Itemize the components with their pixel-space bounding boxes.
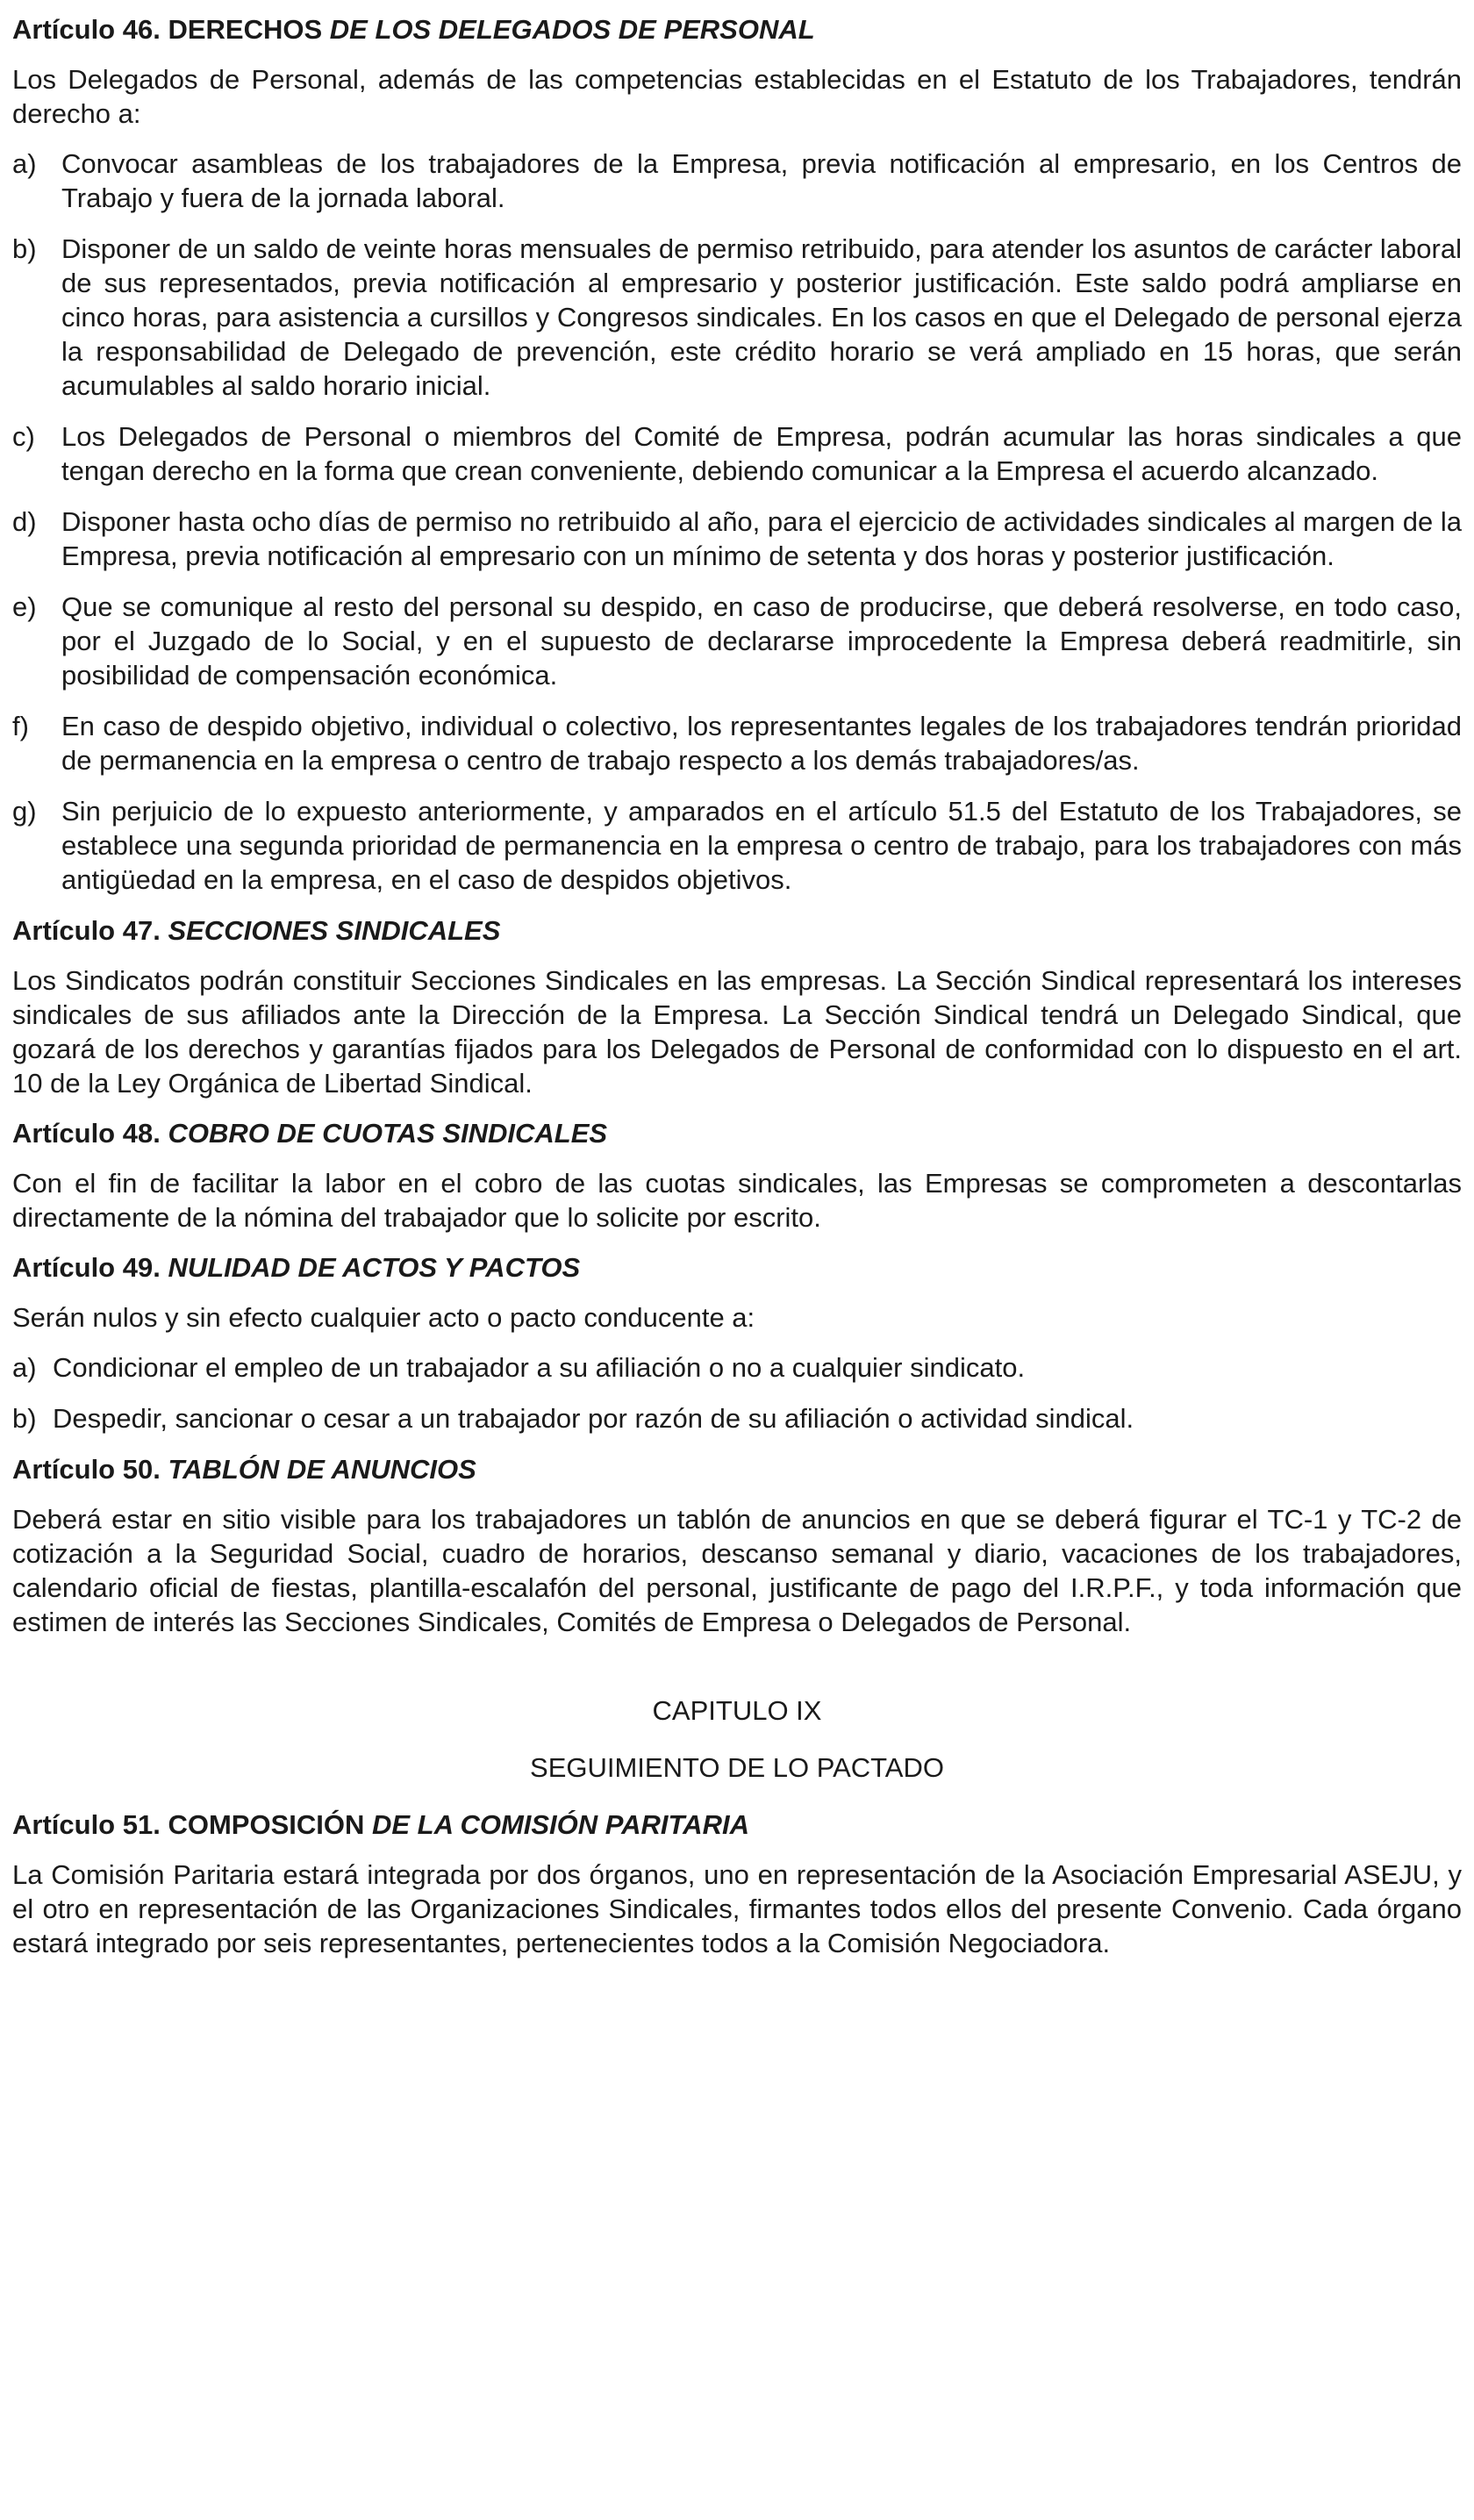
article-46-item-a: [12, 147, 1462, 215]
article-46-number: Artículo 46.: [12, 14, 161, 45]
chapter-title: SEGUIMIENTO DE LO PACTADO: [530, 1752, 944, 1783]
article-46-item-d: [12, 505, 1462, 573]
article-47-body: Los Sindicatos podrán constituir Secciones Sindicales en las empresas. La Sección Sindical representará los intereses sindicales de sus afiliados ante la Dirección de la Empresa. La Sección Sindical tendrá un Delegado Sindical, que gozará de los derechos y garantías fijados para los Delegados de Personal de conformidad con lo dispuesto en el art. 10 de la Ley Orgánica de Libertad Sindical.: [12, 965, 1462, 1099]
item-label: a): [12, 1352, 37, 1383]
article-48-title-italic: COBRO DE CUOTAS SINDICALES: [168, 1118, 608, 1149]
article-50-heading: [12, 1452, 1462, 1486]
chapter-number: CAPITULO IX: [652, 1695, 822, 1726]
item-label: b): [12, 233, 37, 264]
item-text: Despedir, sancionar o cesar a un trabajador por razón de su afiliación o actividad sindical.: [53, 1403, 1134, 1434]
article-46-heading: [12, 12, 1462, 47]
article-50-number: Artículo 50.: [12, 1454, 161, 1485]
article-46-item-f: [12, 709, 1462, 777]
article-48-heading: [12, 1116, 1462, 1150]
article-51-title-italic: DE LA COMISIÓN PARITARIA: [371, 1809, 749, 1840]
article-49-item-a: [12, 1350, 1462, 1385]
chapter-heading: [12, 1693, 1462, 1785]
item-text: Condicionar el empleo de un trabajador a su afiliación o no a cualquier sindicato.: [53, 1352, 1026, 1383]
article-47-number: Artículo 47.: [12, 915, 161, 946]
article-46-item-g: [12, 794, 1462, 897]
article-51-title-plain: COMPOSICIÓN: [168, 1809, 365, 1840]
article-46-item-c: [12, 419, 1462, 488]
article-49-heading: [12, 1250, 1462, 1285]
article-47-title-italic: SECCIONES SINDICALES: [168, 915, 501, 946]
article-48-body: Con el fin de facilitar la labor en el cobro de las cuotas sindicales, las Empresas se comprometen a descontarlas directamente de la nómina del trabajador que lo solicite por escrito.: [12, 1168, 1462, 1233]
article-51-heading: [12, 1808, 1462, 1842]
article-46-item-b: [12, 232, 1462, 403]
article-49-number: Artículo 49.: [12, 1252, 161, 1283]
item-label: g): [12, 796, 37, 827]
article-51-number: Artículo 51.: [12, 1809, 161, 1840]
item-text: Convocar asambleas de los trabajadores de la Empresa, previa notificación al empresario, en los Centros de Trabajo y fuera de la jornada laboral.: [61, 148, 1462, 213]
item-label: b): [12, 1403, 37, 1434]
item-label: a): [12, 148, 37, 179]
article-46-intro: Los Delegados de Personal, además de las competencias establecidas en el Estatuto de los Trabajadores, tendrán derecho a:: [12, 64, 1462, 129]
article-51-body: La Comisión Paritaria estará integrada por dos órganos, uno en representación de la Asociación Empresarial ASEJU, y el otro en representación de las Organizaciones Sindicales, firmantes todos ellos del presente Convenio. Cada órgano estará integrado por seis representantes, pertenecientes todos a la Comisión Negociadora.: [12, 1859, 1462, 1958]
item-text: Disponer de un saldo de veinte horas mensuales de permiso retribuido, para atender los asuntos de carácter laboral de sus representados, previa notificación al empresario y posterior justificación. Este saldo podrá ampliarse en cinco horas, para asistencia a cursillos y Congresos sindicales. En los casos en que el Delegado de personal ejerza la responsabilidad de Delegado de prevención, este crédito horario se verá ampliado en 15 horas, que serán acumulables al saldo horario inicial.: [61, 233, 1462, 401]
item-text: Sin perjuicio de lo expuesto anteriormente, y amparados en el artículo 51.5 del Estatuto de los Trabajadores, se establece una segunda prioridad de permanencia en la empresa o centro de trabajo, para los trabajadores con más antigüedad en la empresa, en el caso de despidos objetivos.: [61, 796, 1462, 895]
item-label: d): [12, 506, 37, 537]
article-46-title-italic: DE LOS DELEGADOS DE PERSONAL: [329, 14, 815, 45]
article-46-title-plain: DERECHOS: [168, 14, 323, 45]
item-label: f): [12, 711, 29, 741]
item-text: Disponer hasta ocho días de permiso no retribuido al año, para el ejercicio de actividades sindicales al margen de la Empresa, previa notificación al empresario con un mínimo de setenta y dos horas y posterior justificación.: [61, 506, 1462, 571]
article-48-number: Artículo 48.: [12, 1118, 161, 1149]
item-label: e): [12, 591, 37, 622]
item-text: Los Delegados de Personal o miembros del Comité de Empresa, podrán acumular las horas sindicales a que tengan derecho en la forma que crean conveniente, debiendo comunicar a la Empresa el acuerdo alcanzado.: [61, 421, 1462, 486]
article-49-intro: Serán nulos y sin efecto cualquier acto o pacto conducente a:: [12, 1302, 755, 1333]
item-text: Que se comunique al resto del personal su despido, en caso de producirse, que deberá resolverse, en todo caso, por el Juzgado de lo Social, y en el supuesto de declararse improcedente la Empresa deberá readmitirle, sin posibilidad de compensación económica.: [61, 591, 1462, 691]
item-text: En caso de despido objetivo, individual o colectivo, los representantes legales de los trabajadores tendrán prioridad de permanencia en la empresa o centro de trabajo respecto a los demás trabajadores/as.: [61, 711, 1462, 776]
article-50-title-italic: TABLÓN DE ANUNCIOS: [168, 1454, 476, 1485]
article-49-title-italic: NULIDAD DE ACTOS Y PACTOS: [168, 1252, 581, 1283]
article-50-body: Deberá estar en sitio visible para los trabajadores un tablón de anuncios en que se deberá figurar el TC-1 y TC-2 de cotización a la Seguridad Social, cuadro de horarios, descanso semanal y diario, vacaciones de los trabajadores, calendario oficial de fiestas, plantilla-escalafón del personal, justificante de pago del I.R.P.F., y toda información que estimen de interés las Secciones Sindicales, Comités de Empresa o Delegados de Personal.: [12, 1504, 1462, 1637]
item-label: c): [12, 421, 35, 452]
article-49-item-b: [12, 1401, 1462, 1435]
article-47-heading: [12, 913, 1462, 948]
article-46-item-e: [12, 590, 1462, 692]
